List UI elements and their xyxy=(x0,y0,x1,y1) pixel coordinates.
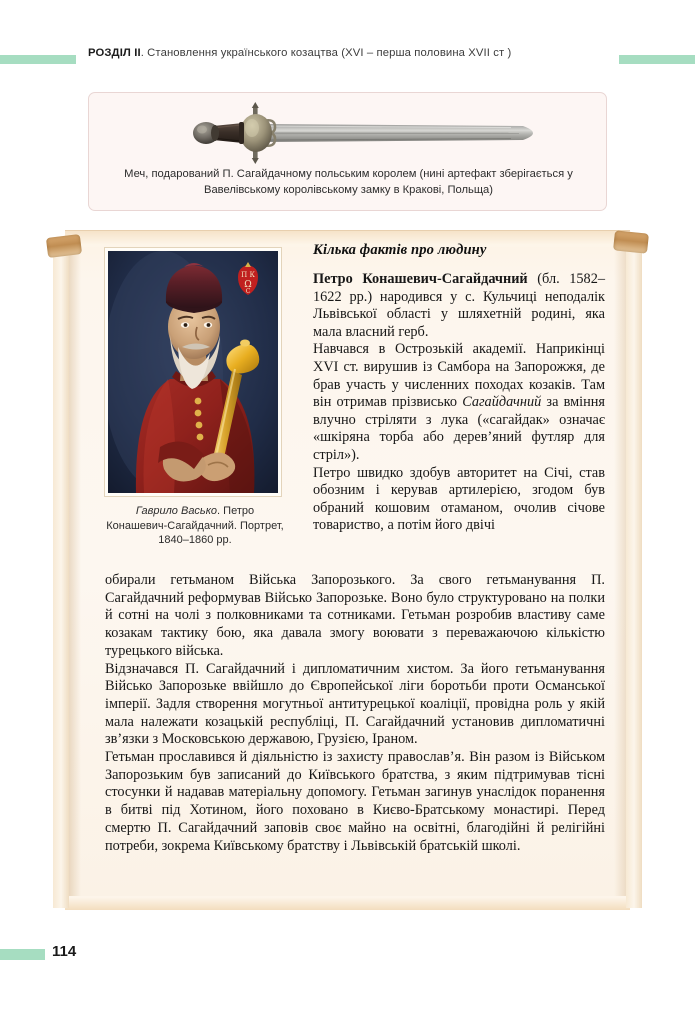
body-paragraph-1: обирали гетьманом Війська Запорозького. За свого гетьманування П. Сагайдачний реформував Військо Запорозьке. Воно було структуровано на полки й сотні на чолі з полковниками та сотниками. Гетьман розробив властиву саме козакам тактику бою, яка давала змогу воювати з переважаючою кількістю турецького війська. xyxy=(105,572,605,659)
facts-paragraph-2-a: Навчався в Острозькій академії. Наприкінці XVI ст. вирушив із Самбора на Запорожжя, де брав участь у численних походах козаків. Там він отримав прізвисько xyxy=(313,341,605,411)
portrait-artist: Гаврило Васько xyxy=(135,505,218,517)
scroll-roll-top-right xyxy=(613,230,649,253)
scroll-lip-bottom xyxy=(65,896,630,910)
running-head-bar-right xyxy=(619,55,695,64)
facts-paragraph-1-rest: (бл. 1582–1622 рр.) народився у с. Кульчиці неподалік Львівської області у шляхетній родині, яка мала власний герб. xyxy=(313,271,605,340)
facts-paragraph-2 xyxy=(313,341,605,464)
portrait-column xyxy=(105,248,291,548)
svg-text:Ω: Ω xyxy=(244,280,252,290)
portrait-caption xyxy=(105,504,285,548)
facts-heading: Кілька фактів про людину xyxy=(313,242,487,258)
portrait-caption-rest: . Петро Конашевич-Сагайдачний. Портрет, 1840–1860 рр. xyxy=(106,505,284,547)
body-paragraph-3: Гетьман прославився й діяльністю із захисту православ’я. Він разом із Військом Запорозьким був записаний до Київського братства, з яким підтримував тісні стосунки й надавав матеріальну допомогу. Гетьман загинув унаслідок поранення в битві під Хотином, його поховано в Києво-Братському монастирі. Перед смертю П. Сагайдачний заповів своє майно на освітні, благодійні й релігійні потреби, зокрема Київському братству і Львівській братській школі. xyxy=(105,749,605,854)
running-head xyxy=(0,47,695,69)
hetman-portrait-painting xyxy=(108,251,278,493)
body-text-region xyxy=(105,572,605,855)
sword-figure xyxy=(88,92,607,211)
person-name: Петро Конашевич-Сагайдачний xyxy=(313,271,528,287)
sword-figure-caption: Меч, подарований П. Сагайдачному польським королем (нині артефакт зберігається у Вавелівському королівському замку в Кракові, Польща) xyxy=(124,168,573,196)
portrait-frame xyxy=(105,248,281,496)
chapter-title: . Становлення українського козацтва (XVI – перша половина XVII ст ) xyxy=(140,47,512,59)
scroll-roll-column-right xyxy=(626,242,642,908)
svg-text:П К: П К xyxy=(241,271,255,279)
svg-text:С: С xyxy=(245,288,251,295)
scroll-roll-top-left xyxy=(46,234,82,258)
facts-paragraph-2-b: за вміння влучно стріляти з лука («сагайдак» означає «шкіряна торба або дерев’яний футляр для стріл»). xyxy=(313,394,605,463)
sword-photograph xyxy=(151,99,551,167)
page-footer xyxy=(0,943,200,965)
parchment-scroll-panel xyxy=(47,228,648,916)
facts-paragraph-1 xyxy=(313,271,605,341)
scroll-roll-column-left xyxy=(53,242,69,908)
chapter-label: РОЗДІЛ II xyxy=(88,47,141,59)
nickname-sahaidachnyi: Сагайдачний xyxy=(462,394,542,411)
facts-paragraph-3: Петро швидко здобув авторитет на Січі, став обозним і керував артилерією, згодом був обраний кошовим отаманом, очолив січове товариство, а потім його двічі xyxy=(313,464,605,534)
body-paragraph-2: Відзначався П. Сагайдачний і дипломатичним хистом. За його гетьманування Військо Запорозьке ввійшло до Європейської ліги боротьби проти Османської імперії. Задля створення могутньої антитурецької коаліції, провідна роль у якій мала належати козацькій республіці, П. Сагайдачний установив дипломатичні зв’язки з Московською державою, Грузією, Іраном. xyxy=(105,660,605,748)
facts-column xyxy=(313,242,605,535)
folio-bar xyxy=(0,949,45,960)
running-head-bar-left xyxy=(0,55,76,64)
running-head-text xyxy=(88,47,608,59)
page-number: 114 xyxy=(52,943,77,960)
